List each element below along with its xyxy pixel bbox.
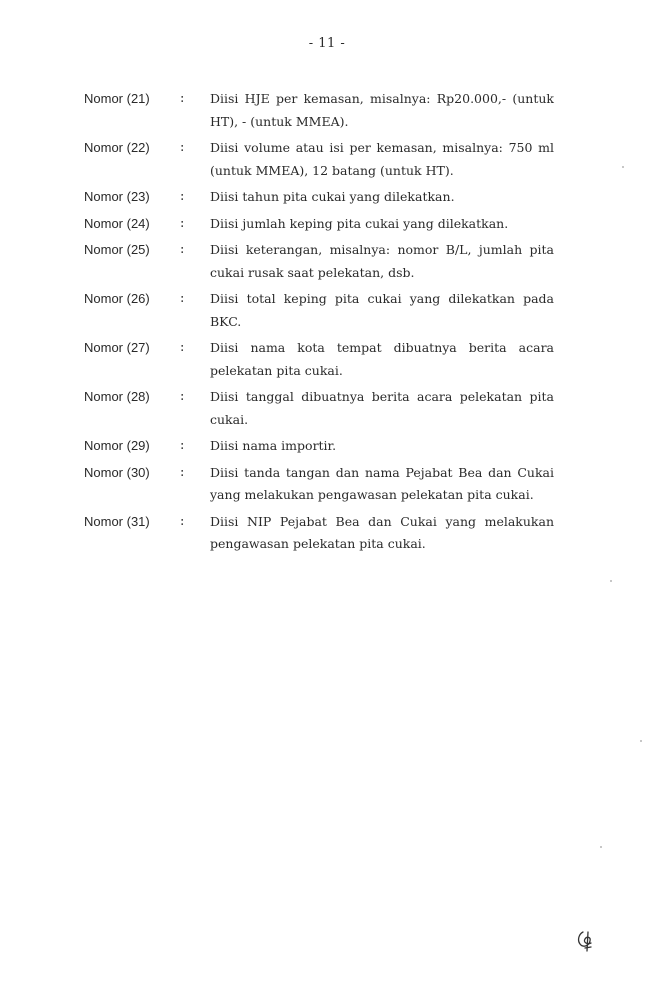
- entry-label: Nomor (22): [84, 140, 150, 155]
- entry-description: Diisi tanda tangan dan nama Pejabat Bea dan Cukai yang melakukan pengawasan pelekatan pita cukai.: [210, 464, 554, 502]
- list-item: [84, 186, 554, 209]
- entry-description: Diisi keterangan, misalnya: nomor B/L, jumlah pita cukai rusak saat pelekatan, dsb.: [210, 242, 554, 280]
- entry-list: [84, 88, 554, 560]
- entry-label: Nomor (27): [84, 340, 150, 355]
- scan-speck: [640, 740, 642, 742]
- entry-separator: :: [180, 513, 185, 529]
- scan-speck: [622, 166, 624, 168]
- scan-speck: [610, 580, 612, 582]
- entry-label: Nomor (26): [84, 291, 150, 306]
- entry-separator: :: [180, 389, 185, 404]
- list-item: [84, 462, 554, 507]
- entry-label: Nomor (21): [84, 91, 150, 106]
- entry-separator: :: [180, 242, 185, 257]
- entry-description: Diisi NIP Pejabat Bea dan Cukai yang melakukan pengawasan pelekatan pita cukai.: [210, 513, 554, 551]
- initial-paraf-icon: [574, 928, 598, 952]
- list-item: [84, 239, 554, 284]
- entry-label: Nomor (25): [84, 242, 150, 257]
- list-item: [84, 137, 554, 182]
- entry-description: Diisi nama kota tempat dibuatnya berita acara pelekatan pita cukai.: [210, 340, 554, 378]
- list-item: [84, 386, 554, 431]
- entry-label: Nomor (24): [84, 215, 150, 231]
- scan-speck: [600, 846, 602, 848]
- page-number: - 11 -: [308, 36, 346, 51]
- entry-description: Diisi jumlah keping pita cukai yang dilekatkan.: [210, 215, 509, 231]
- entry-separator: :: [180, 140, 185, 155]
- list-item: [84, 435, 554, 458]
- entry-label: Nomor (28): [84, 389, 150, 404]
- entry-separator: :: [180, 189, 185, 204]
- entry-label: Nomor (29): [84, 438, 150, 453]
- list-item: [84, 213, 554, 236]
- list-item: [84, 511, 554, 556]
- entry-separator: :: [180, 340, 185, 355]
- list-item: [84, 337, 554, 382]
- entry-description: Diisi tanggal dibuatnya berita acara pelekatan pita cukai.: [210, 389, 554, 427]
- entry-description: Diisi total keping pita cukai yang dilekatkan pada BKC.: [210, 291, 554, 329]
- entry-description: Diisi volume atau isi per kemasan, misalnya: 750 ml (untuk MMEA), 12 batang (untuk HT).: [210, 140, 554, 178]
- entry-separator: :: [180, 215, 185, 231]
- entry-label: Nomor (30): [84, 464, 150, 480]
- entry-separator: :: [180, 464, 185, 480]
- entry-label: Nomor (31): [84, 513, 150, 529]
- entry-separator: :: [180, 438, 185, 453]
- entry-separator: :: [180, 91, 185, 106]
- entry-description: Diisi nama importir.: [210, 438, 337, 453]
- entry-description: Diisi HJE per kemasan, misalnya: Rp20.000,- (untuk HT), - (untuk MMEA).: [210, 91, 554, 129]
- list-item: [84, 88, 554, 133]
- entry-separator: :: [180, 291, 185, 306]
- entry-label: Nomor (23): [84, 189, 150, 204]
- entry-description: Diisi tahun pita cukai yang dilekatkan.: [210, 189, 455, 204]
- list-item: [84, 288, 554, 333]
